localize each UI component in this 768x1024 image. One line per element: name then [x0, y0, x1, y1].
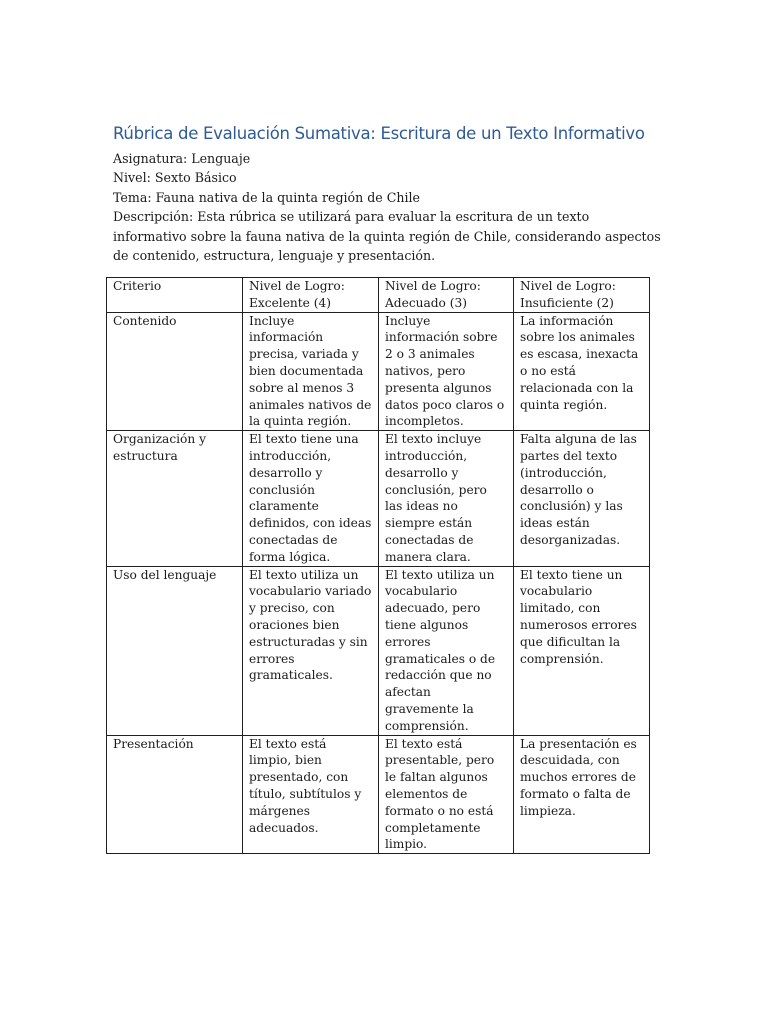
criterion-cell: Organización y estructura	[107, 431, 243, 566]
table-cell: Incluye información precisa, variada y bien documentada sobre al menos 3 animales nativos de la quinta región.	[243, 312, 379, 431]
table-cell: El texto tiene un vocabulario limitado, con numerosos errores que dificultan la comprensión.	[514, 566, 650, 735]
table-cell: La información sobre los animales es escasa, inexacta o no está relacionada con la quinta región.	[514, 312, 650, 431]
criterion-cell: Presentación	[107, 735, 243, 854]
header-cell-insuficiente: Nivel de Logro: Insuficiente (2)	[514, 278, 650, 313]
table-cell: El texto utiliza un vocabulario adecuado, pero tiene algunos errores gramaticales o de redacción que no afectan gravemente la comprensión.	[379, 566, 514, 735]
table-cell: El texto está presentable, pero le faltan algunos elementos de formato o no está completamente limpio.	[379, 735, 514, 854]
table-cell: El texto incluye introducción, desarrollo y conclusión, pero las ideas no siempre están conectadas de manera clara.	[379, 431, 514, 566]
description-paragraph: Descripción: Esta rúbrica se utilizará para evaluar la escritura de un texto informativo sobre la fauna nativa de la quinta región de Chile, considerando aspectos de contenido, estructura, lenguaje y presentación.	[113, 209, 661, 264]
subject-line: Asignatura: Lenguaje	[113, 151, 251, 166]
criterion-cell: Uso del lenguaje	[107, 566, 243, 735]
header-cell-criterio: Criterio	[107, 278, 243, 313]
document-title: Rúbrica de Evaluación Sumativa: Escritura de un Texto Informativo	[113, 124, 645, 143]
topic-line: Tema: Fauna nativa de la quinta región de Chile	[113, 189, 421, 205]
table-cell: Falta alguna de las partes del texto (introducción, desarrollo o conclusión) y las ideas están desorganizadas.	[514, 431, 650, 566]
table-header-row	[107, 278, 650, 313]
level-line: Nivel: Sexto Básico	[113, 170, 237, 186]
header-cell-excelente: Nivel de Logro: Excelente (4)	[243, 278, 379, 313]
table-cell: El texto utiliza un vocabulario variado y preciso, con oraciones bien estructuradas y sin errores gramaticales.	[243, 566, 379, 735]
table-cell: La presentación es descuidada, con muchos errores de formato o falta de limpieza.	[514, 735, 650, 854]
criterion-cell: Contenido	[107, 312, 243, 431]
table-row	[107, 735, 650, 854]
table-cell: El texto está limpio, bien presentado, con título, subtítulos y márgenes adecuados.	[243, 735, 379, 854]
table-row	[107, 566, 650, 735]
table-row	[107, 431, 650, 566]
table-row	[107, 312, 650, 431]
header-cell-adecuado: Nivel de Logro: Adecuado (3)	[379, 278, 514, 313]
rubric-table	[106, 277, 650, 854]
table-cell: Incluye información sobre 2 o 3 animales nativos, pero presenta algunos datos poco claros o incompletos.	[379, 312, 514, 431]
table-cell: El texto tiene una introducción, desarrollo y conclusión claramente definidos, con ideas conectadas de forma lógica.	[243, 431, 379, 566]
document-meta	[113, 149, 663, 265]
